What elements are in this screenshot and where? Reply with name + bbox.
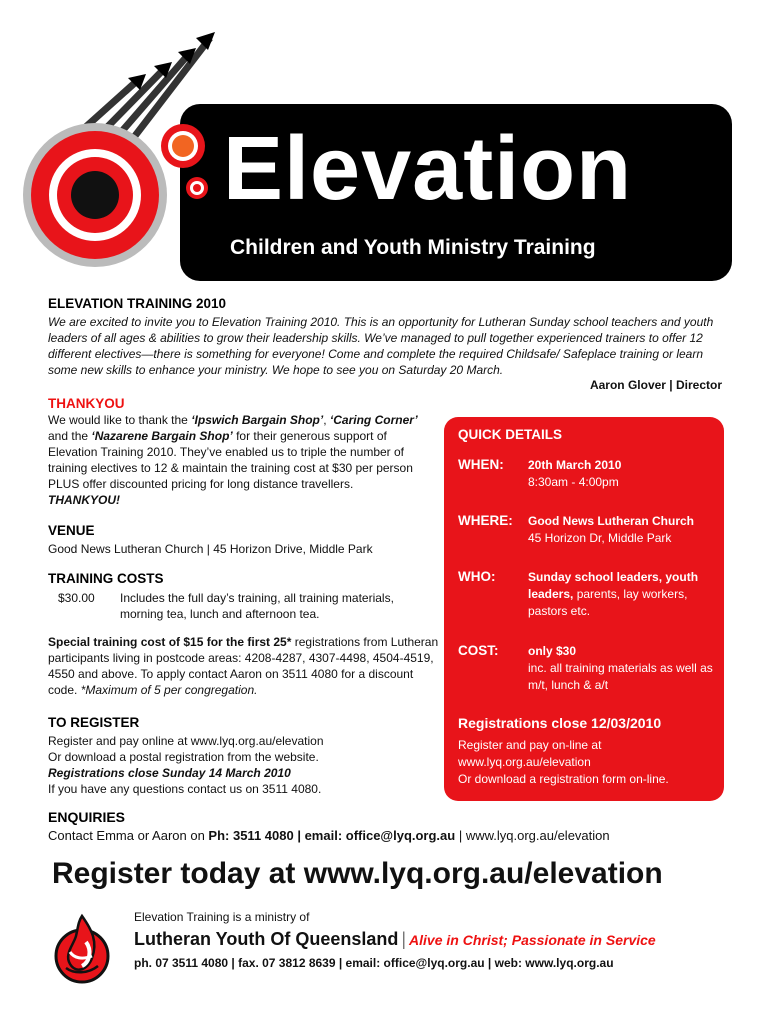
ministry-line: Elevation Training is a ministry of: [134, 910, 310, 924]
where-label: WHERE:: [458, 513, 513, 528]
quick-details-panel: [444, 417, 724, 801]
special-cost-bold: Special training cost of $15 for the first 25*: [48, 635, 292, 649]
thanks-part: for their generous support of Elevation Training 2010. They’ve enabled us to triple the number of training electives to 12 & maintain the training cost at $30 per person PLUS offer discounted pricing for long distance travellers.: [48, 429, 413, 491]
special-cost-text: [48, 634, 440, 698]
organisation-name: Lutheran Youth Of Queensland: [134, 929, 399, 949]
organisation-tagline: Alive in Christ; Passionate in Service: [409, 932, 656, 948]
where-address: 45 Horizon Dr, Middle Park: [528, 531, 672, 545]
close-line: www.lyq.org.au/elevation: [458, 755, 591, 769]
who-bold: Sunday school leaders, youth leaders,: [528, 570, 699, 601]
costs-heading: TRAINING COSTS: [48, 571, 164, 586]
who-label: WHO:: [458, 569, 496, 584]
thanks-closing: THANKYOU!: [48, 493, 120, 507]
enquiries-phone-email: Ph: 3511 4080 | email: office@lyq.org.au: [208, 828, 456, 843]
where-value: [528, 513, 720, 547]
venue-heading: VENUE: [48, 523, 95, 538]
register-line: Or download a postal registration from the website.: [48, 750, 319, 764]
organisation-separator: |: [401, 929, 407, 949]
who-value: [528, 569, 720, 620]
cost-description: Includes the full day’s training, all training materials, morning tea, lunch and afternoon tea.: [120, 591, 394, 621]
special-cost-note: *Maximum of 5 per congregation.: [80, 683, 258, 697]
register-line: If you have any questions contact us on 3511 4080.: [48, 782, 322, 796]
footer-contact: ph. 07 3511 4080 | fax. 07 3812 8639 | email: office@lyq.org.au | web: www.lyq.org.au: [134, 956, 614, 970]
register-heading: TO REGISTER: [48, 715, 140, 730]
registrations-close-heading: Registrations close 12/03/2010: [458, 715, 662, 731]
thanks-part: ,: [323, 413, 330, 427]
thanks-part: We would like to thank the: [48, 413, 192, 427]
intro-signature: Aaron Glover | Director: [589, 378, 722, 392]
sponsor-nazarene: ‘Nazarene Bargain Shop’: [91, 429, 233, 443]
quick-details-title: QUICK DETAILS: [458, 427, 562, 442]
close-line: Register and pay on-line at: [458, 738, 602, 752]
cost-amount: $30.00: [58, 591, 95, 605]
register-close-line: Registrations close Sunday 14 March 2010: [48, 766, 291, 780]
when-time: 8:30am - 4:00pm: [528, 475, 619, 489]
who-rest: parents, lay workers, pastors etc.: [528, 587, 688, 618]
when-value: [528, 457, 720, 491]
lyq-flame-logo: [52, 908, 114, 988]
register-line: Register and pay online at www.lyq.org.au/elevation: [48, 734, 324, 748]
enquiries-part: Contact Emma or Aaron on: [48, 828, 209, 843]
thanks-text: [48, 412, 426, 508]
when-date: 20th March 2010: [528, 458, 622, 472]
when-label: WHEN:: [458, 457, 504, 472]
venue-text: Good News Lutheran Church | 45 Horizon Drive, Middle Park: [48, 542, 373, 556]
register-text: [48, 733, 428, 797]
where-place: Good News Lutheran Church: [528, 514, 695, 528]
close-line: Or download a registration form on-line.: [458, 772, 669, 786]
enquiries-heading: ENQUIRIES: [48, 809, 126, 825]
cost-note: inc. all training materials as well as m/t, lunch & a/t: [528, 661, 713, 692]
thanks-heading: THANKYOU: [48, 396, 125, 411]
register-cta: Register today at www.lyq.org.au/elevation: [52, 857, 663, 890]
organisation-line: [134, 929, 656, 950]
thanks-part: and the: [48, 429, 92, 443]
cost-value: [528, 643, 720, 694]
registrations-close-text: [458, 737, 720, 788]
special-cost-body: registrations from Lutheran participants living in postcode areas: 4208-4287, 4307-4498, 4504-4519, 4550 and above. To apply contact Aaron on 3511 4080 for a discount code.: [48, 635, 439, 697]
enquiries-text: [48, 828, 610, 843]
sponsor-ipswich: ‘Ipswich Bargain Shop’: [191, 413, 324, 427]
cost-label: COST:: [458, 643, 499, 658]
sponsor-caring-corner: ‘Caring Corner’: [329, 413, 418, 427]
cost-amount-qd: only $30: [528, 644, 577, 658]
intro-text: We are excited to invite you to Elevation Training 2010. This is an opportunity for Lutheran Sunday school teachers and youth leaders of all ages & abilities to grow their leadership skills. We’ve managed to pull together experienced trainers to offer 12 different electives—there is something for everyone! Come and complete the required Childsafe/ Safeplace training or learn some new skills to enhance your ministry. We hope to see you on Saturday 20 March.: [48, 315, 714, 377]
enquiries-web: | www.lyq.org.au/elevation: [455, 828, 610, 843]
page-title: Elevation: [223, 119, 633, 219]
intro-heading: ELEVATION TRAINING 2010: [48, 296, 227, 311]
page-subtitle: Children and Youth Ministry Training: [230, 236, 596, 259]
